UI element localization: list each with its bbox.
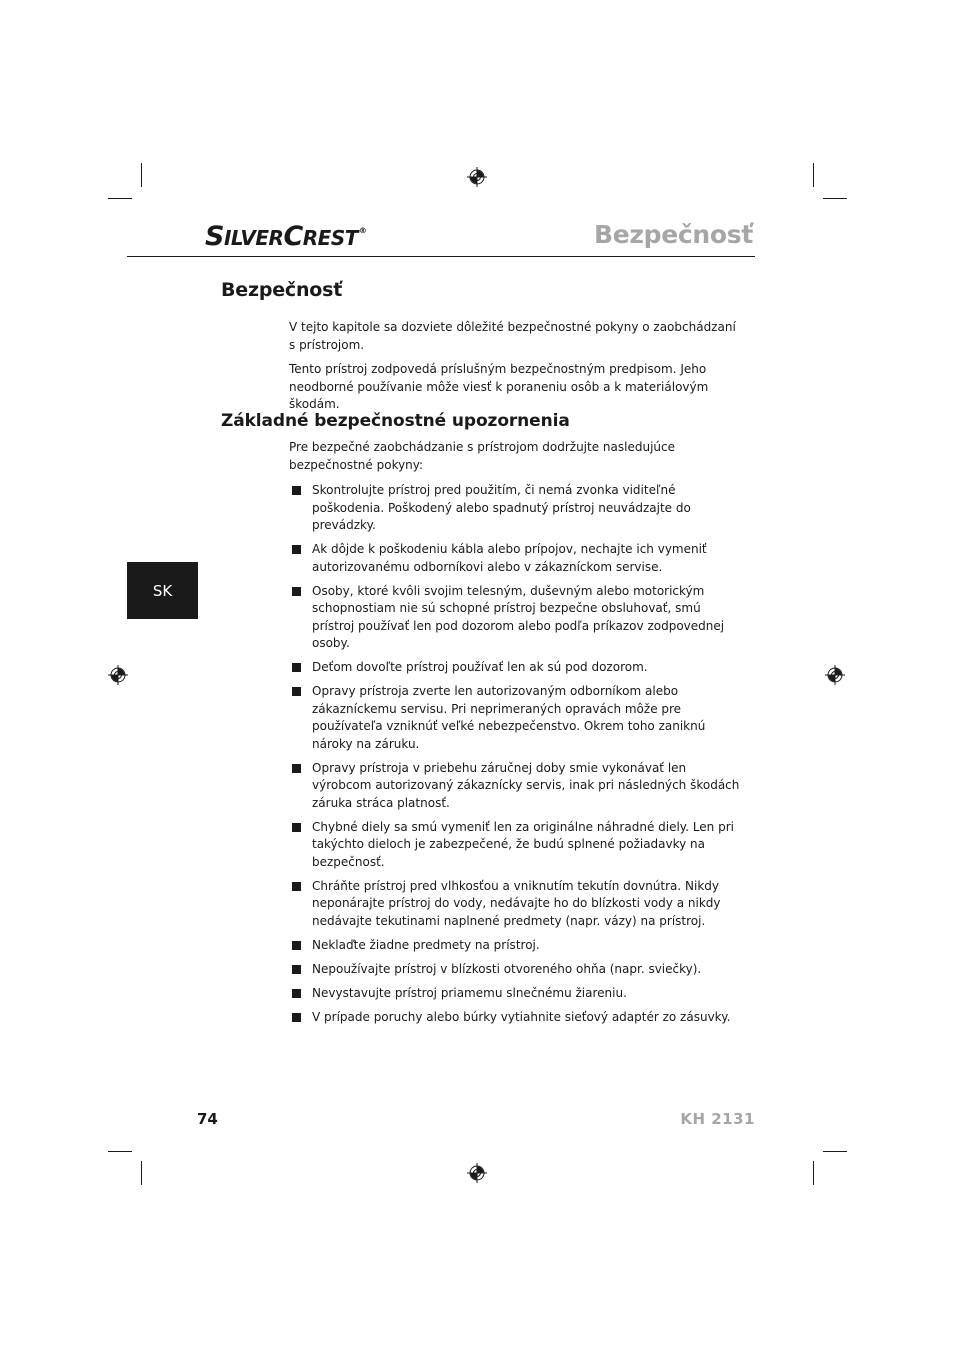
crop-mark-top-left-h xyxy=(108,198,132,199)
square-bullet-icon xyxy=(292,989,301,998)
square-bullet-icon xyxy=(292,663,301,672)
header-title: Bezpečnosť xyxy=(593,220,753,249)
list-item: Skontrolujte prístroj pred použitím, či nemá zvonka viditeľné poškodenia. Poškodený alebo spadnutý prístroj neuvádzajte do prevádzky. xyxy=(292,482,742,535)
square-bullet-icon xyxy=(292,587,301,596)
list-item: Chráňte prístroj pred vlhkosťou a vniknutím tekutín dovnútra. Nikdy neponárajte prístroj do vody, nedávajte ho do blízkosti vody a nikdy nedávajte tekutinami naplnené predmety (napr. vázy) na prístroj. xyxy=(292,878,742,931)
crop-mark-bottom-left-h xyxy=(108,1151,132,1152)
list-item: Neklaďte žiadne predmety na prístroj. xyxy=(292,937,742,955)
square-bullet-icon xyxy=(292,823,301,832)
subsection-intro: Pre bezpečné zaobchádzanie s prístrojom dodržujte nasledujúce bezpečnostné pokyny: xyxy=(289,440,675,472)
registration-mark-right-icon xyxy=(825,665,845,685)
language-tab xyxy=(127,562,198,619)
crop-mark-bottom-right-v xyxy=(813,1161,814,1185)
crop-mark-top-right-h xyxy=(823,198,847,199)
registration-mark-bottom-icon xyxy=(467,1163,487,1183)
subsection-heading: Základné bezpečnostné upozornenia xyxy=(221,411,570,431)
list-item: V prípade poruchy alebo búrky vytiahnite sieťový adaptér zo zásuvky. xyxy=(292,1009,742,1027)
list-item: Nepoužívajte prístroj v blízkosti otvoreného ohňa (napr. sviečky). xyxy=(292,961,742,979)
list-item: Osoby, ktoré kvôli svojim telesným, duševným alebo motorickým schopnostiam nie sú schopné prístroj bezpečne obsluhovať, smú prístroj používať len pod dozorom alebo podľa príkazov zodpovednej osoby. xyxy=(292,583,742,653)
list-item: Deťom dovoľte prístroj používať len ak sú pod dozorom. xyxy=(292,659,742,677)
header-divider xyxy=(127,256,755,257)
list-item: Ak dôjde k poškodeniu kábla alebo prípojov, nechajte ich vymeniť autorizovanému odborníkovi alebo v zákazníckom servise. xyxy=(292,541,742,576)
registration-mark-left-icon xyxy=(108,665,128,685)
list-item: Nevystavujte prístroj priamemu slnečnému žiareniu. xyxy=(292,985,742,1003)
intro-paragraph-1: V tejto kapitole sa dozviete dôležité bezpečnostné pokyny o zaobchádzaní s prístrojom. xyxy=(289,320,736,352)
crop-mark-bottom-right-h xyxy=(823,1151,847,1152)
crop-mark-top-left-v xyxy=(141,163,142,187)
intro-paragraph-2: Tento prístroj zodpovedá príslušným bezpečnostným predpisom. Jeho neodborné používanie môže viesť k poraneniu osôb a k materiálovým škodám. xyxy=(289,362,709,411)
list-item: Chybné diely sa smú vymeniť len za originálne náhradné diely. Len pri takýchto dieloch je zabezpečené, že budú splnené požiadavky na bezpečnosť. xyxy=(292,819,742,872)
square-bullet-icon xyxy=(292,882,301,891)
square-bullet-icon xyxy=(292,687,301,696)
section-heading: Bezpečnosť xyxy=(221,279,343,301)
model-number: KH 2131 xyxy=(680,1110,755,1128)
square-bullet-icon xyxy=(292,764,301,773)
safety-list xyxy=(292,482,742,1033)
brand-logo: S ILVER C REST ® xyxy=(205,221,367,252)
list-item: Opravy prístroja v priebehu záručnej doby smie vykonávať len výrobcom autorizovaný zákaznícky servis, inak pri následných škodách záruka stráca platnosť. xyxy=(292,760,742,813)
registration-mark-top-icon xyxy=(467,167,487,187)
language-tab-label: SK xyxy=(152,581,173,600)
square-bullet-icon xyxy=(292,941,301,950)
crop-mark-top-right-v xyxy=(813,163,814,187)
square-bullet-icon xyxy=(292,545,301,554)
list-item: Opravy prístroja zverte len autorizovaným odborníkom alebo zákazníckemu servisu. Pri neprimeraných opravách môže pre používateľa vzniknúť veľké nebezpečenstvo. Okrem toho zaniknú nároky na záruku. xyxy=(292,683,742,753)
square-bullet-icon xyxy=(292,965,301,974)
square-bullet-icon xyxy=(292,1013,301,1022)
page-number: 74 xyxy=(197,1110,218,1128)
crop-mark-bottom-left-v xyxy=(141,1161,142,1185)
square-bullet-icon xyxy=(292,486,301,495)
